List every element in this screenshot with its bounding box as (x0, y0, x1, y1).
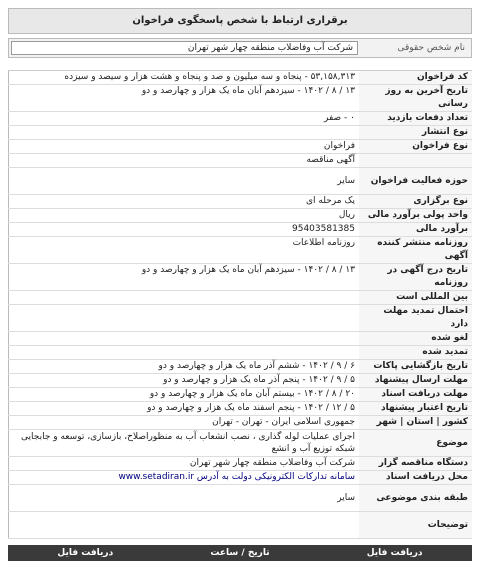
row-label: تاریخ اعتبار پیشنهاد (359, 402, 472, 415)
table-row (8, 209, 472, 223)
table-row (8, 71, 472, 85)
row-label: واحد پولی برآورد مالی (359, 209, 472, 222)
row-label: طبقه بندی موضوعی (359, 485, 472, 511)
row-value: سامانه تدارکات الکترونیکی دولت به آدرس www.setadiran.ir (8, 471, 359, 484)
files-header (8, 545, 472, 561)
table-row (8, 195, 472, 209)
row-value: ۱۳ / ۸ / ۱۴۰۲ - سیزدهم آبان ماه یک هزار و چهارصد و دو (8, 85, 359, 111)
download-file-header[interactable]: دریافت فایل (366, 548, 423, 558)
table-row (8, 360, 472, 374)
table-row (8, 223, 472, 237)
row-value: ۵۳,۱۵۸,۳۱۳ - پنجاه و سه میلیون و صد و پنجاه و هشت هزار و سیصد و سیزده (8, 71, 359, 84)
row-label: تاریخ درج آگهی در روزنامه (359, 264, 472, 290)
row-value (8, 305, 359, 331)
table-row (8, 374, 472, 388)
table-row (8, 416, 472, 430)
row-value (8, 346, 359, 359)
row-value: سایر (8, 485, 359, 511)
table-row (8, 388, 472, 402)
row-value: فراخوان (8, 140, 359, 153)
row-value: ۶ / ۹ / ۱۴۰۲ - ششم آذر ماه یک هزار و چهارصد و دو (8, 360, 359, 373)
download-file-header-2[interactable]: دریافت فایل (57, 548, 114, 558)
table-row (8, 305, 472, 332)
row-value: آگهی مناقصه (8, 154, 359, 167)
row-label: روزنامه منتشر کننده آگهی (359, 237, 472, 263)
row-label: برآورد مالی (359, 223, 472, 236)
page-title: برقراری ارتباط با شخص پاسخگوی فراخوان (8, 8, 472, 34)
table-row (8, 140, 472, 154)
table-row (8, 168, 472, 195)
row-label: تمدید شده (359, 346, 472, 359)
row-value: اجرای عملیات لوله گذاری ، نصب انشعاب آب به منظوراصلاح، بازسازی، توسعه و جابجایی شبکه توزیع آب و انشع (8, 430, 359, 456)
row-label: تاریخ بازگشایی پاکات (359, 360, 472, 373)
row-value: سایر (8, 168, 359, 194)
row-value: ۱۳ / ۸ / ۱۴۰۲ - سیزدهم آبان ماه یک هزار و چهارصد و دو (8, 264, 359, 290)
table-row (8, 237, 472, 264)
table-row (8, 485, 472, 512)
row-label: تعداد دفعات بازدید (359, 112, 472, 125)
row-value: یک مرحله ای (8, 195, 359, 208)
table-row (8, 402, 472, 416)
row-value (8, 291, 359, 304)
contact-row (8, 38, 472, 58)
row-label: کشور | استان | شهر (359, 416, 472, 429)
row-value: شرکت آب وفاضلاب منطقه چهار شهر تهران (8, 457, 359, 470)
row-label: کد فراخوان (359, 71, 472, 84)
details-table (8, 70, 472, 539)
row-label: موضوع (359, 430, 472, 456)
row-value: ۲۰ / ۸ / ۱۴۰۲ - بیستم آبان ماه یک هزار و چهارصد و دو (8, 388, 359, 401)
row-value (8, 126, 359, 139)
row-value: روزنامه اطلاعات (8, 237, 359, 263)
row-value (8, 332, 359, 345)
row-label: بین المللی است (359, 291, 472, 304)
row-label: حوزه فعالیت فراخوان (359, 168, 472, 194)
row-label: مهلت دریافت اسناد (359, 388, 472, 401)
row-label: لغو شده (359, 332, 472, 345)
row-value (8, 512, 359, 538)
table-row (8, 430, 472, 457)
row-label (359, 154, 472, 167)
row-value: جمهوری اسلامی ایران - تهران - تهران (8, 416, 359, 429)
table-row (8, 126, 472, 140)
table-row (8, 264, 472, 291)
row-label: نوع انتشار (359, 126, 472, 139)
row-label: مهلت ارسال پیشنهاد (359, 374, 472, 387)
table-row (8, 457, 472, 471)
row-label: احتمال تمدید مهلت دارد (359, 305, 472, 331)
table-row (8, 85, 472, 112)
page (8, 8, 472, 561)
row-value: ۵ / ۱۲ / ۱۴۰۲ - پنجم اسفند ماه یک هزار و چهارصد و دو (8, 402, 359, 415)
row-label: نوع برگزاری (359, 195, 472, 208)
datetime-header: تاریخ / ساعت (210, 548, 270, 558)
row-label: محل دریافت اسناد (359, 471, 472, 484)
row-label: دستگاه مناقصه گزار (359, 457, 472, 470)
row-label: توضیحات (359, 512, 472, 538)
row-value: 95403581385 (8, 223, 359, 236)
row-value: ریال (8, 209, 359, 222)
table-row (8, 471, 472, 485)
contact-label: نام شخص حقوقی (397, 43, 465, 53)
table-row (8, 112, 472, 126)
table-row (8, 346, 472, 360)
row-label: نوع فراخوان (359, 140, 472, 153)
row-value: ۰ - صفر (8, 112, 359, 125)
table-row (8, 291, 472, 305)
row-value: ۵ / ۹ / ۱۴۰۲ - پنجم آذر ماه یک هزار و چهارصد و دو (8, 374, 359, 387)
table-row (8, 332, 472, 346)
table-row (8, 154, 472, 168)
table-row (8, 512, 472, 539)
row-label: تاریخ آخرین به روز رسانی (359, 85, 472, 111)
contact-input[interactable]: شرکت آب وفاضلاب منطقه چهار شهر تهران (11, 41, 358, 55)
